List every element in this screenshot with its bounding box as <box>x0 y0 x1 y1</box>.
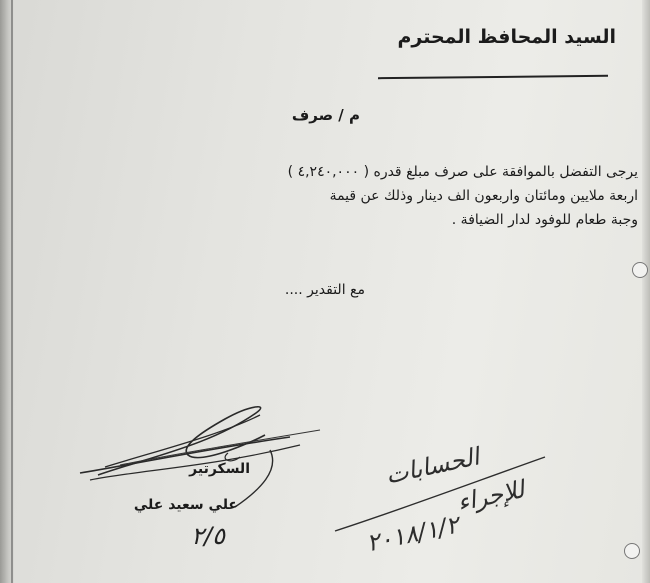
signatory-handwritten-date: ٢/٥ <box>191 522 225 550</box>
annotation-line-action: للإجراء <box>455 475 528 517</box>
heading-underline <box>378 75 608 79</box>
signatory-name: علي سعيد علي <box>133 497 238 513</box>
body-line: يرجى التفضل بالموافقة على صرف مبلغ قدره ( ٤,٢٤٠,٠٠٠ ) <box>287 164 638 180</box>
punch-hole <box>632 262 648 278</box>
punch-hole <box>624 543 640 559</box>
body-line: وجبة طعام للوفود لدار الضيافة . <box>451 212 638 228</box>
annotation-line-accounts: الحسابات <box>383 442 482 490</box>
page-left-edge <box>11 0 13 583</box>
body-line: اربعة ملايين ومائتان واربعون الف دينار وذلك عن قيمة <box>329 188 638 204</box>
annotation-date: ٢٠١٨/١/٢ <box>364 510 462 558</box>
closing-regards: مع التقدير .... <box>284 282 365 298</box>
page-right-shadow <box>642 0 650 583</box>
addressee-heading: السيد المحافظ المحترم <box>397 26 616 48</box>
letter-body <box>38 160 638 232</box>
annotation-underline <box>330 455 550 535</box>
signatory-title: السكرتير <box>189 461 250 477</box>
subject-line: م / صرف <box>291 106 360 124</box>
